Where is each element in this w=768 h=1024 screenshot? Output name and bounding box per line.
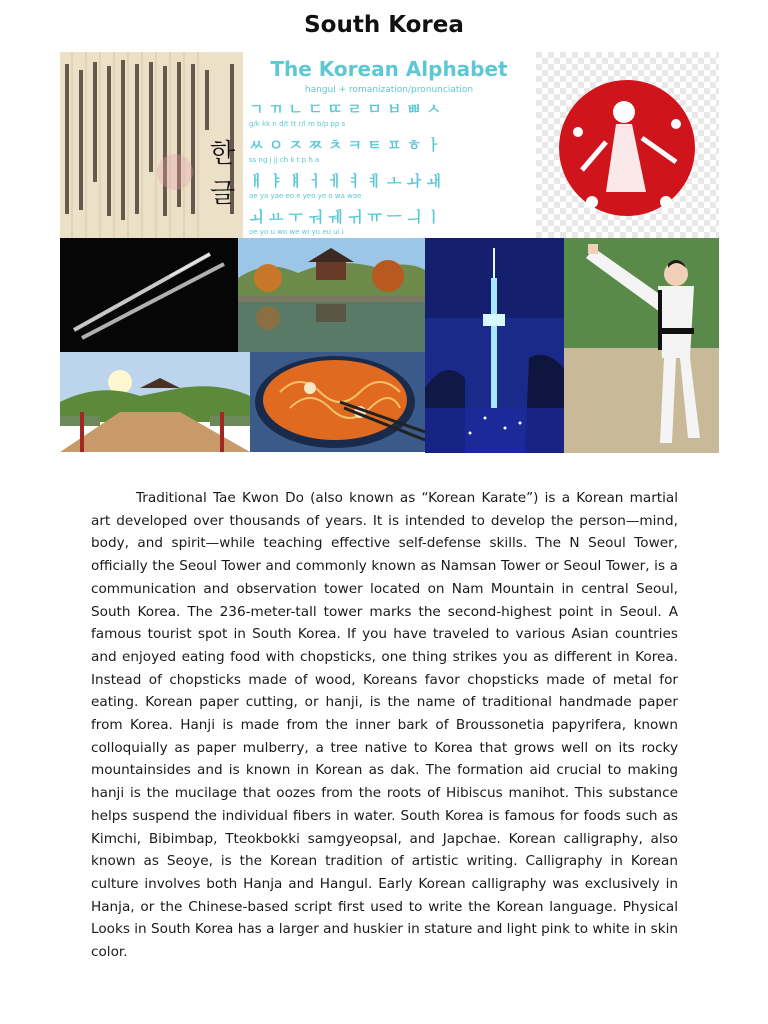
body-paragraph: Traditional Tae Kwon Do (also known as “Korean Karate”) is a Korean martial art developed over thousands of years. It is intended to develop the person—mind, body, and spirit—while teaching effective self-defense skills. The N Seoul Tower, officially the Seoul Tower and commonly known as Namsan Tower or Seoul Tower, is a communication and observation tower located on Nam Mountain in central Seoul, South Korea. The 236-meter-tall tower marks the second-highest point in Seoul. A famous tourist spot in South Korea. If you have traveled to various Asian countries and enjoyed eating food with chopsticks, one thing strikes you as different in Korea. Instead of chopsticks made of wood, Koreans favor chopsticks made of metal for eating. Korean paper cutting, or hanji, is the name of traditional handmade paper from Korea. Hanji is made from the inner bark of Broussonetia papyrifera, known colloquially as paper mulberry, a tree native to Korea that grows well on its rocky mountainsides and is known in Korean as dak. The formation aid crucial to making hanji is the mucilage that oozes from the roots of Hibiscus manihot. This substance helps suspend the individual fibers in water. South Korea is famous for foods such as Kimchi, Bibimbap, Tteokbokki samgyeopsal, and Japchae. Korean calligraphy, also known as Seoye, is the Korean tradition of artistic writing. Calligraphy in Korean culture involves both Hanja and Hangul. Early Korean calligraphy was exclusively in Hanja, or the Chinese-based script first used to write the Korean language. Physical Looks in South Korea has a larger and huskier in stature and light pink to white in skin color. [91,490,678,961]
korean-alphabet-chart-image [243,52,536,238]
calligraphy-glyph-1: 한 [210,139,236,169]
calligraphy-glyph-2: 글 [210,179,236,209]
gyeongbokgung-pond-image [238,238,425,352]
calligraphy-image [60,52,243,238]
n-seoul-tower-image [425,238,564,453]
page-title: South Korea [304,12,464,38]
paper-cutting-image [536,52,719,238]
taekwondo-kick-image [564,238,719,453]
alphabet-subtitle: hangul + romanization/pronunciation [304,85,474,95]
svg-text:ㅚ ㅛ ㅜ ㅝ ㅞ ㅟ ㅠ ㅡ ㅢ ㅣ: ㅚ ㅛ ㅜ ㅝ ㅞ ㅟ ㅠ ㅡ ㅢ ㅣ [249,208,441,226]
korean-food-hotpot-image [250,352,425,452]
bridge-pavilion-image [60,352,250,452]
alphabet-title: The Korean Alphabet [270,57,508,81]
metal-chopsticks-image [60,238,238,352]
svg-text:ss ng j jj ch k t p h: ss ng j jj ch k t p h a [249,156,320,164]
svg-text:ㅐ ㅑ ㅒ ㅓ ㅔ ㅕ ㅖ ㅗ ㅘ ㅙ: ㅐ ㅑ ㅒ ㅓ ㅔ ㅕ ㅖ ㅗ ㅘ ㅙ [249,172,441,190]
svg-text:g/k kk n d/t tt r/l m b: g/k kk n d/t tt r/l m b/p pp s [249,120,346,128]
svg-text:ㅆ ㅇ ㅈ ㅉ ㅊ ㅋ ㅌ ㅍ ㅎ ㅏ: ㅆ ㅇ ㅈ ㅉ ㅊ ㅋ ㅌ ㅍ ㅎ ㅏ [249,136,441,154]
svg-text:ㄱ ㄲ ㄴ ㄷ ㄸ ㄹ ㅁ ㅂ ㅃ ㅅ: ㄱ ㄲ ㄴ ㄷ ㄸ ㄹ ㅁ ㅂ ㅃ ㅅ [249,100,441,118]
svg-text:ae ya yae eo e yeo ye o: ae ya yae eo e yeo ye o wa wae [249,192,362,200]
svg-text:oe yo u wo we wi yu eu: oe yo u wo we wi yu eu ui i [249,228,344,236]
